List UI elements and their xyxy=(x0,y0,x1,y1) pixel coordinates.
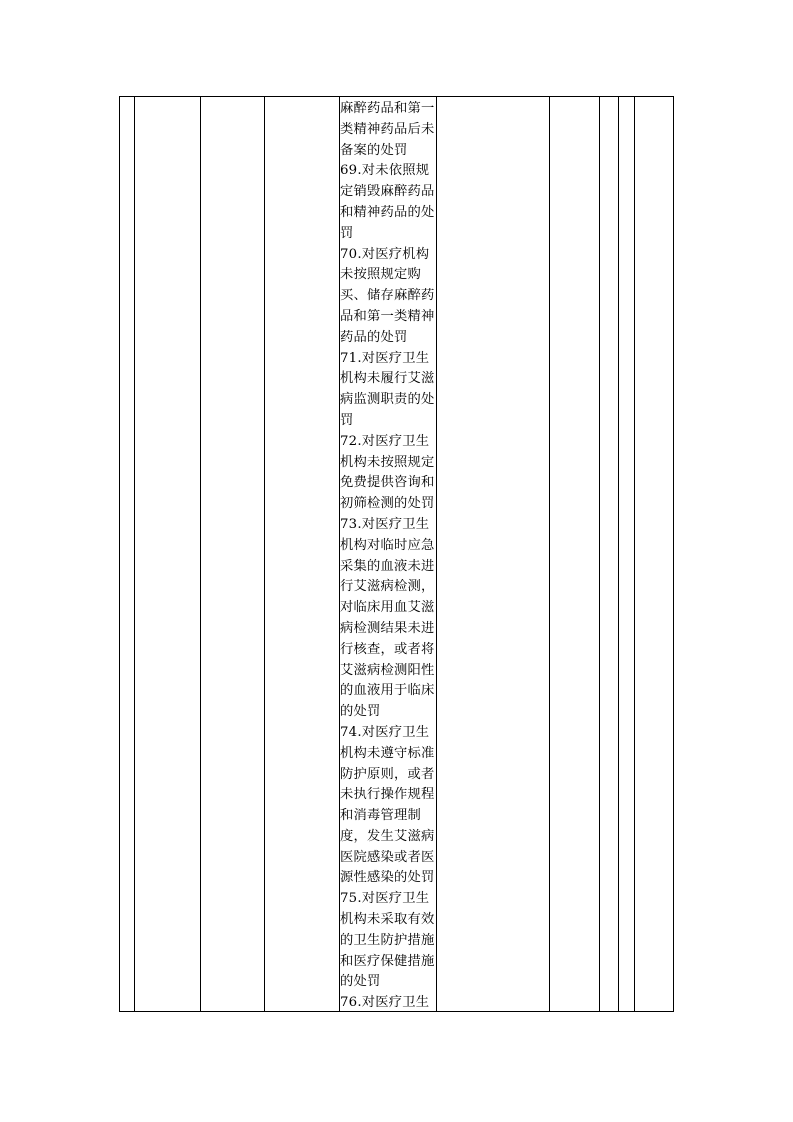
cell-text-line: 行核查，或者将 xyxy=(340,641,435,657)
cell-text-line: 71.对医疗卫生 xyxy=(340,350,430,366)
cell-text-line: 74.对医疗卫生 xyxy=(340,724,430,740)
cell-text-line: 和消毒管理制 xyxy=(340,808,421,824)
column-divider-6 xyxy=(549,97,550,1011)
cell-text-line: 和医疗保健措施 xyxy=(340,953,435,969)
cell-text-line: 买、储存麻醉药 xyxy=(340,288,435,304)
cell-text-line: 机构对临时应急 xyxy=(340,537,435,553)
column-divider-1 xyxy=(134,97,135,1011)
cell-text-line: 未按照规定购 xyxy=(340,267,421,283)
cell-text-line: 罚 xyxy=(340,412,354,428)
cell-text-line: 的血液用于临床 xyxy=(340,683,435,699)
cell-text-line: 度，发生艾滋病 xyxy=(340,828,435,844)
column-divider-9 xyxy=(634,97,635,1011)
column-divider-7 xyxy=(599,97,600,1011)
cell-text-line: 病监测职责的处 xyxy=(340,392,435,408)
cell-text-line: 药品的处罚 xyxy=(340,329,408,345)
column-divider-5 xyxy=(436,97,437,1011)
cell-text-line: 机构未采取有效 xyxy=(340,912,435,928)
cell-text-line: 机构未遵守标准 xyxy=(340,745,435,761)
cell-text-line: 机构未履行艾滋 xyxy=(340,371,435,387)
cell-text-line: 76.对医疗卫生 xyxy=(340,995,430,1011)
cell-text-line: 对临床用血艾滋 xyxy=(340,600,435,616)
cell-text-line: 麻醉药品和第一 xyxy=(340,101,435,116)
penalty-items-cell xyxy=(340,99,436,1014)
cell-text-line: 的处罚 xyxy=(340,704,381,720)
cell-text-line: 免费提供咨询和 xyxy=(340,475,435,491)
cell-text-line: 70.对医疗机构 xyxy=(340,246,430,262)
cell-text-line: 未执行操作规程 xyxy=(340,787,435,803)
cell-text-line: 病检测结果未进 xyxy=(340,620,435,636)
cell-text-line: 罚 xyxy=(340,225,354,241)
cell-text-line: 艾滋病检测阳性 xyxy=(340,662,435,678)
cell-text-line: 72.对医疗卫生 xyxy=(340,433,430,449)
cell-text-line: 定销毁麻醉药品 xyxy=(340,184,435,200)
cell-text-line: 医院感染或者医 xyxy=(340,849,435,865)
column-divider-8 xyxy=(618,97,619,1011)
cell-text-line: 采集的血液未进 xyxy=(340,558,435,574)
cell-text-line: 行艾滋病检测， xyxy=(340,579,435,595)
cell-text-line: 和精神药品的处 xyxy=(340,204,435,220)
column-divider-2 xyxy=(200,97,201,1011)
cell-text-line: 的卫生防护措施 xyxy=(340,932,435,948)
cell-text-line: 防护原则，或者 xyxy=(340,766,435,782)
cell-text-line: 类精神药品后未 xyxy=(340,121,435,137)
cell-text-line: 备案的处罚 xyxy=(340,142,408,158)
column-divider-3 xyxy=(264,97,265,1011)
cell-text-line: 初筛检测的处罚 xyxy=(340,496,435,512)
cell-text-line: 机构未按照规定 xyxy=(340,454,435,470)
cell-text-line: 的处罚 xyxy=(340,974,381,990)
cell-text-line: 69.对未依照规 xyxy=(340,163,430,179)
cell-text-line: 75.对医疗卫生 xyxy=(340,891,430,907)
cell-text-line: 源性感染的处罚 xyxy=(340,870,435,886)
cell-text-line: 品和第一类精神 xyxy=(340,308,435,324)
table-frame xyxy=(119,96,674,1012)
cell-text-line: 73.对医疗卫生 xyxy=(340,516,430,532)
